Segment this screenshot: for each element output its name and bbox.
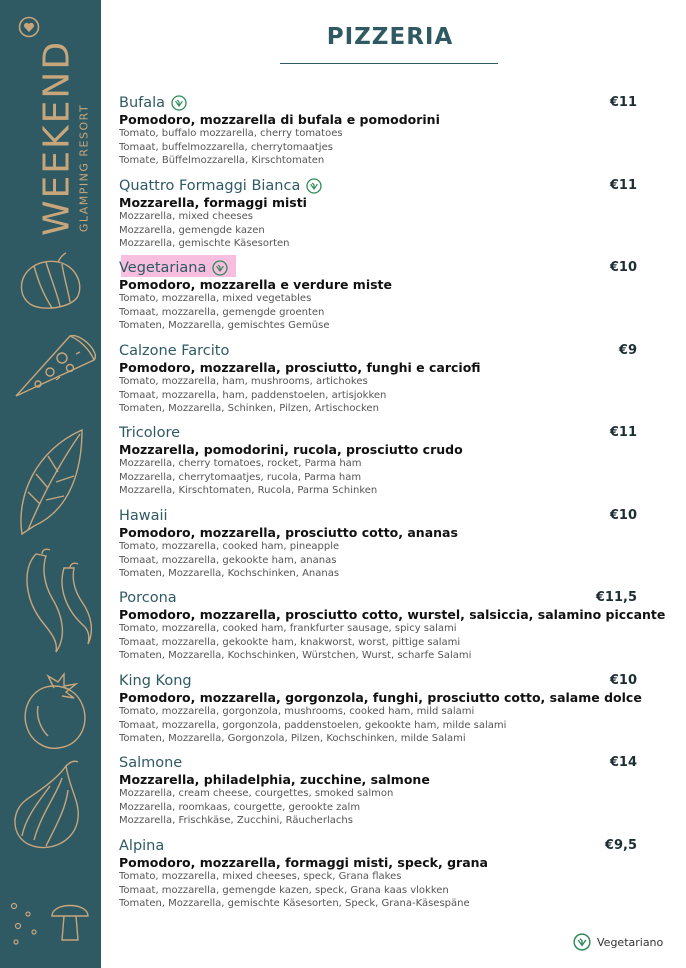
item-ingredients-nl: Tomaat, buffelmozzarella, cherrytomaatjes bbox=[119, 141, 333, 153]
item-name: Alpina bbox=[119, 838, 165, 854]
mushroom-illustration-icon bbox=[48, 896, 92, 944]
item-ingredients-nl: Mozzarella, gemengde kazen bbox=[119, 224, 265, 236]
menu-item bbox=[119, 177, 659, 251]
item-ingredients-it: Pomodoro, mozzarella e verdure miste bbox=[119, 277, 393, 292]
item-ingredients-en: Tomato, buffalo mozzarella, cherry tomatoes bbox=[119, 128, 343, 139]
item-name: Hawaii bbox=[119, 508, 168, 524]
menu-item bbox=[119, 672, 659, 746]
item-price: €11 bbox=[609, 95, 637, 110]
item-ingredients-en: Tomato, mozzarella, mixed vegetables bbox=[119, 293, 312, 304]
item-ingredients-nl: Mozzarella, cherrytomaatjes, rucola, Parma ham bbox=[119, 471, 362, 483]
item-ingredients-it: Mozzarella, formaggi misti bbox=[119, 195, 307, 210]
menu-item bbox=[119, 589, 666, 663]
item-ingredients-nl: Tomaat, mozzarella, ham, paddenstoelen, artisjokken bbox=[119, 389, 387, 401]
item-name: King Kong bbox=[119, 673, 192, 689]
menu-item bbox=[119, 424, 659, 498]
item-price: €10 bbox=[609, 260, 637, 275]
item-price: €9,5 bbox=[604, 838, 637, 853]
item-ingredients-it: Pomodoro, mozzarella, prosciutto cotto, ananas bbox=[119, 525, 458, 540]
item-price: €10 bbox=[609, 508, 637, 523]
item-ingredients-de: Tomaten, Mozzarella, Schinken, Pilzen, Artischocken bbox=[119, 403, 379, 415]
item-name: Tricolore bbox=[119, 425, 181, 441]
page-title: PIZZERIA bbox=[326, 24, 454, 50]
tomato-illustration-icon bbox=[18, 672, 90, 752]
item-ingredients-it: Mozzarella, philadelphia, zucchine, salmone bbox=[119, 772, 430, 787]
item-ingredients-en: Mozzarella, cream cheese, courgettes, smoked salmon bbox=[119, 788, 394, 799]
item-price: €11,5 bbox=[595, 590, 637, 605]
sidebar bbox=[0, 0, 101, 968]
item-ingredients-en: Mozzarella, cherry tomatoes, rocket, Parma ham bbox=[119, 458, 362, 469]
item-price: €11 bbox=[609, 425, 637, 440]
legend bbox=[573, 933, 663, 951]
item-ingredients-en: Tomato, mozzarella, gorgonzola, mushrooms, cooked ham, mild salami bbox=[119, 706, 475, 717]
item-ingredients-en: Mozzarella, mixed cheeses bbox=[119, 211, 253, 222]
item-ingredients-de: Tomate, Büffelmozzarella, Kirschtomaten bbox=[119, 155, 325, 167]
item-name: Salmone bbox=[119, 755, 183, 771]
item-ingredients-de: Tomaten, Mozzarella, gemischte Käsesorten, Speck, Grana-Käsespäne bbox=[119, 898, 470, 910]
item-ingredients-en: Tomato, mozzarella, cooked ham, frankfurter sausage, spicy salami bbox=[119, 623, 457, 634]
item-ingredients-de: Tomaten, Mozzarella, Gorgonzola, Pilzen, Kochschinken, milde Salami bbox=[119, 733, 466, 745]
item-ingredients-de: Tomaten, Mozzarella, gemischtes Gemüse bbox=[119, 320, 330, 332]
seeds-illustration-icon bbox=[6, 896, 46, 952]
brand-tagline: GLAMPING RESORT bbox=[77, 103, 91, 233]
item-name: Quattro Formaggi Bianca bbox=[119, 178, 301, 194]
item-ingredients-de: Tomaten, Mozzarella, Kochschinken, Ananas bbox=[119, 568, 340, 580]
menu-item bbox=[119, 94, 659, 168]
item-ingredients-en: Tomato, mozzarella, ham, mushrooms, artichokes bbox=[119, 376, 368, 387]
item-ingredients-it: Mozzarella, pomodorini, rucola, prosciutto crudo bbox=[119, 442, 463, 457]
item-ingredients-nl: Tomaat, mozzarella, gekookte ham, knakworst, worst, pittige salami bbox=[119, 636, 461, 648]
item-price: €11 bbox=[609, 178, 637, 193]
vegetarian-leaf-icon bbox=[306, 178, 322, 194]
item-ingredients-de: Mozzarella, Kirschtomaten, Rucola, Parma Schinken bbox=[119, 485, 378, 497]
item-ingredients-it: Pomodoro, mozzarella, prosciutto, funghi e carciofi bbox=[119, 360, 481, 375]
garlic-illustration-icon bbox=[12, 252, 90, 314]
item-ingredients-nl: Tomaat, mozzarella, gemengde groenten bbox=[119, 306, 325, 318]
item-price: €9 bbox=[618, 343, 637, 358]
item-price: €14 bbox=[609, 755, 637, 770]
item-price: €10 bbox=[609, 673, 637, 688]
item-ingredients-it: Pomodoro, mozzarella, formaggi misti, speck, grana bbox=[119, 855, 488, 870]
item-ingredients-nl: Tomaat, mozzarella, gemengde kazen, speck, Grana kaas vlokken bbox=[119, 884, 449, 896]
title-divider bbox=[280, 63, 498, 64]
menu-item bbox=[119, 754, 659, 828]
item-ingredients-it: Pomodoro, mozzarella, gorgonzola, funghi, prosciutto cotto, salame dolce bbox=[119, 690, 642, 705]
brand-logo: WEEKEND bbox=[36, 39, 78, 237]
vegetarian-leaf-icon bbox=[212, 260, 228, 276]
item-name: Calzone Farcito bbox=[119, 343, 230, 359]
item-ingredients-it: Pomodoro, mozzarella, prosciutto cotto, wurstel, salsiccia, salamino piccante bbox=[119, 607, 666, 622]
menu-item bbox=[119, 507, 659, 581]
basil-leaf-illustration-icon bbox=[14, 426, 86, 538]
item-ingredients-de: Tomaten, Mozzarella, Kochschinken, Würstchen, Wurst, scharfe Salami bbox=[119, 650, 472, 662]
item-name: Porcona bbox=[119, 590, 177, 606]
item-ingredients-en: Tomato, mozzarella, cooked ham, pineapple bbox=[119, 541, 340, 552]
legend-label: Vegetariano bbox=[597, 935, 664, 949]
item-ingredients-de: Mozzarella, Frischkäse, Zucchini, Räucherlachs bbox=[119, 815, 353, 827]
menu-item bbox=[119, 342, 659, 416]
menu-item bbox=[119, 837, 659, 911]
item-name: Vegetariana bbox=[119, 260, 207, 276]
chili-pepper-illustration-icon bbox=[18, 548, 94, 658]
item-ingredients-it: Pomodoro, mozzarella di bufala e pomodorini bbox=[119, 112, 440, 127]
item-ingredients-nl: Tomaat, mozzarella, gekookte ham, ananas bbox=[119, 554, 337, 566]
item-ingredients-nl: Tomaat, mozzarella, gorgonzola, paddenstoelen, gekookte ham, milde salami bbox=[119, 719, 507, 731]
vegetarian-leaf-icon bbox=[171, 95, 187, 111]
item-ingredients-nl: Mozzarella, roomkaas, courgette, gerookte zalm bbox=[119, 801, 361, 813]
logo-heart-icon bbox=[18, 16, 40, 38]
vegetarian-leaf-icon bbox=[573, 933, 591, 951]
item-name: Bufala bbox=[119, 95, 166, 111]
item-ingredients-en: Tomato, mozzarella, mixed cheeses, speck, Grana flakes bbox=[119, 871, 402, 882]
menu-item bbox=[119, 259, 659, 333]
pizza-slice-illustration-icon bbox=[12, 330, 98, 402]
onion-illustration-icon bbox=[6, 760, 90, 852]
item-ingredients-de: Mozzarella, gemischte Käsesorten bbox=[119, 238, 290, 250]
